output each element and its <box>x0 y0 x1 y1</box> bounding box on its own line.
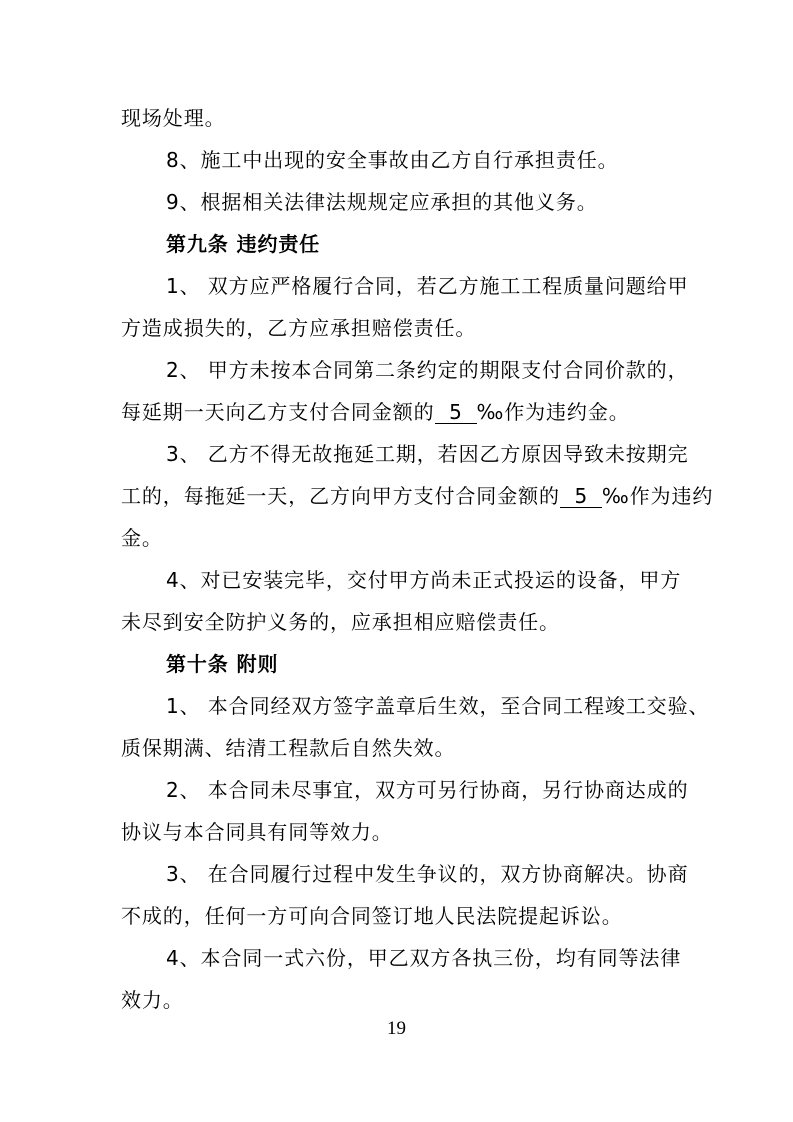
clause-8: 8、施工中出现的安全事故由乙方自行承担责任。 <box>166 148 619 172</box>
penalty-rate-blank: 5 <box>435 401 477 424</box>
article-10-clause-3: 3、 在合同履行过程中发生争议的，双方协商解决。协商 <box>166 862 689 886</box>
text-line: 不成的，任何一方可向合同签订地人民法院提起诉讼。 <box>121 904 623 928</box>
text-line: 未尽到安全防护义务的，应承担相应赔偿责任。 <box>121 610 560 634</box>
text-line: 效力。 <box>121 988 184 1012</box>
article-9-clause-1: 1、 双方应严格履行合同，若乙方施工工程质量问题给甲 <box>166 274 689 298</box>
text-line <box>121 481 714 511</box>
text-line <box>121 397 701 427</box>
text-line: 协议与本合同具有同等效力。 <box>121 820 393 844</box>
text-line: 金。 <box>121 526 163 550</box>
article-9-clause-3: 3、 乙方不得无故拖延工期，若因乙方原因导致未按期完 <box>166 442 689 466</box>
delay-penalty-rate-blank: 5 <box>560 485 602 508</box>
line-text: ‰作为违约 <box>601 484 714 508</box>
line-text: 工的，每拖延一天，乙方向甲方支付合同金额的 <box>121 484 560 508</box>
article-10-heading: 第十条 附则 <box>166 652 279 676</box>
text-line: 方造成损失的，乙方应承担赔偿责任。 <box>121 316 477 340</box>
text-line: 质保期满、结清工程款后自然失效。 <box>121 736 456 760</box>
article-10-clause-1: 1、 本合同经双方签字盖章后生效，至合同工程竣工交验、 <box>166 694 710 718</box>
article-10-clause-2: 2、 本合同未尽事宜，双方可另行协商，另行协商达成的 <box>166 778 689 802</box>
article-9-clause-2: 2、 甲方未按本合同第二条约定的期限支付合同价款的， <box>166 358 689 382</box>
line-text: ‰作为违约金。 <box>476 400 630 424</box>
line-text: 每延期一天向乙方支付合同金额的 <box>121 400 435 424</box>
article-9-heading: 第九条 违约责任 <box>166 232 321 256</box>
clause-9: 9、根据相关法律法规规定应承担的其他义务。 <box>166 190 598 214</box>
article-9-clause-4: 4、对已安装完毕，交付甲方尚未正式投运的设备，甲方 <box>166 568 682 592</box>
text-line: 现场处理。 <box>121 106 226 130</box>
article-10-clause-4: 4、本合同一式六份，甲乙双方各执三份，均有同等法律 <box>166 946 682 970</box>
page-number: 19 <box>387 1018 406 1039</box>
